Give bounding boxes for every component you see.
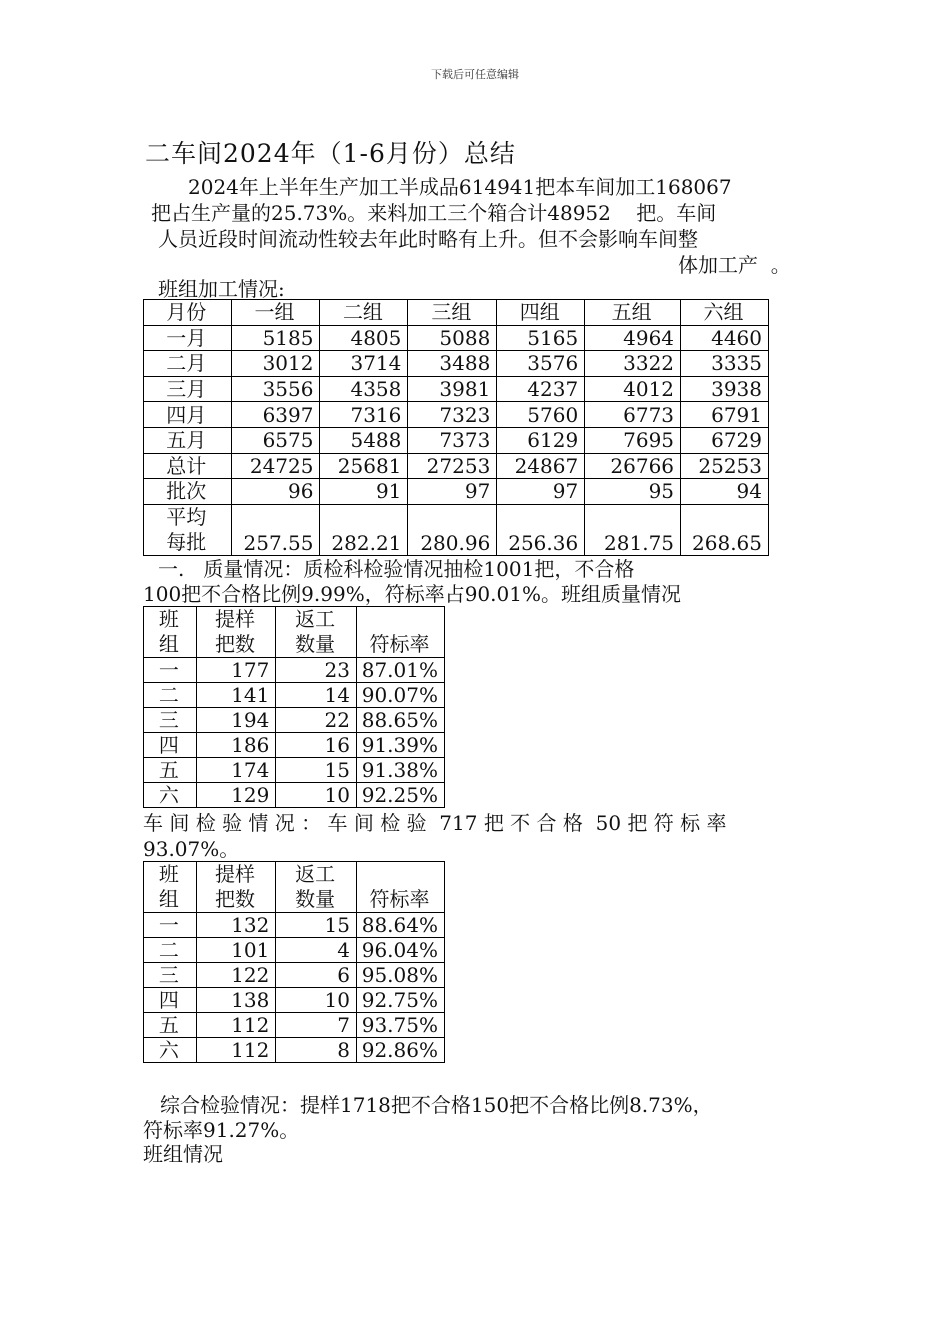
table-cell: 92.86% (356, 1038, 444, 1063)
table-cell: 112 (196, 1038, 276, 1063)
row-label: 二 (144, 683, 197, 708)
table-row (144, 351, 769, 377)
header-cell: 六组 (681, 300, 769, 326)
table-cell: 93.75% (356, 1013, 444, 1038)
table-header-row (144, 862, 445, 913)
header-cell (196, 607, 276, 658)
table-cell: 194 (196, 708, 276, 733)
header-cell: 二组 (320, 300, 408, 326)
workshop-line-2: 93.07%。 (143, 837, 240, 861)
table-cell: 88.64% (356, 913, 444, 938)
table-cell: 132 (196, 913, 276, 938)
table-row (144, 758, 445, 783)
document-title: 二车间2024年（1-6月份）总结 (145, 139, 516, 168)
row-label: 二月 (144, 351, 232, 377)
table-cell: 6791 (681, 402, 769, 428)
table-row (144, 683, 445, 708)
table-row (144, 708, 445, 733)
row-label (144, 504, 232, 555)
header-line: 组 (158, 632, 179, 656)
table-cell: 92.25% (356, 783, 444, 808)
table-cell: 3012 (231, 351, 320, 377)
header-line: 符标率 (369, 887, 430, 911)
header-cell: 月份 (144, 300, 232, 326)
table-cell: 14 (276, 683, 357, 708)
table-cell: 4012 (585, 376, 681, 402)
table-cell: 129 (196, 783, 276, 808)
table-cell: 186 (196, 733, 276, 758)
table-cell: 6773 (585, 402, 681, 428)
table-cell: 281.75 (585, 504, 681, 555)
table-cell: 7373 (408, 427, 497, 453)
table-row (144, 479, 769, 505)
quality-line-2: 100把不合格比例9.99%，符标率占90.01%。班组质量情况 (143, 582, 681, 606)
table-cell: 24725 (231, 453, 320, 479)
header-line: 班 (158, 862, 179, 886)
row-label: 四月 (144, 402, 232, 428)
production-table (143, 299, 769, 556)
row-label: 批次 (144, 479, 232, 505)
table-cell: 122 (196, 963, 276, 988)
table-cell: 92.75% (356, 988, 444, 1013)
table-cell: 3938 (681, 376, 769, 402)
table-cell: 5088 (408, 325, 497, 351)
table-cell: 22 (276, 708, 357, 733)
table-cell: 4460 (681, 325, 769, 351)
table-cell: 25253 (681, 453, 769, 479)
table-cell: 4 (276, 938, 357, 963)
table-cell: 97 (497, 479, 585, 505)
table-row (144, 783, 445, 808)
table-cell: 95.08% (356, 963, 444, 988)
table-cell: 6729 (681, 427, 769, 453)
quality-line-1: 一. 质量情况：质检科检验情况抽检1001把，不合格 (158, 557, 635, 581)
table-cell: 23 (276, 658, 357, 683)
table-row (144, 658, 445, 683)
row-label: 一 (144, 913, 197, 938)
intro-line-4: 体加工产 。 (678, 253, 791, 277)
table-row (144, 325, 769, 351)
table-cell: 4237 (497, 376, 585, 402)
table-cell: 5488 (320, 427, 408, 453)
table-cell: 4964 (585, 325, 681, 351)
table-row (144, 1013, 445, 1038)
table-cell: 15 (276, 758, 357, 783)
header-cell: 四组 (497, 300, 585, 326)
avg-label-line-2: 每批 (166, 529, 207, 554)
table-row (144, 427, 769, 453)
summary-line-2: 符标率91.27%。 (143, 1118, 300, 1142)
table-cell: 27253 (408, 453, 497, 479)
row-label: 三月 (144, 376, 232, 402)
table-cell: 3556 (231, 376, 320, 402)
table-row (144, 913, 445, 938)
table-cell: 282.21 (320, 504, 408, 555)
header-line: 提样 (215, 607, 256, 631)
avg-label-line-1: 平均 (166, 504, 207, 529)
header-cell (356, 607, 444, 658)
table-cell: 268.65 (681, 504, 769, 555)
table-header-row (144, 300, 769, 326)
table-cell: 7323 (408, 402, 497, 428)
table-cell: 91.38% (356, 758, 444, 783)
table-cell: 97 (408, 479, 497, 505)
header-line: 班 (158, 607, 179, 631)
table-cell: 7316 (320, 402, 408, 428)
row-label: 五月 (144, 427, 232, 453)
group-section-label: 班组加工情况: (158, 277, 285, 301)
row-label: 六 (144, 1038, 197, 1063)
row-label: 一 (144, 658, 197, 683)
table-cell: 5165 (497, 325, 585, 351)
table-cell: 5760 (497, 402, 585, 428)
table-cell: 138 (196, 988, 276, 1013)
table-cell: 3714 (320, 351, 408, 377)
table-cell: 280.96 (408, 504, 497, 555)
table-cell: 15 (276, 913, 357, 938)
workshop-line-1: 车 间 检 验 情 况 ： 车 间 检 验 717 把 不 合 格 50 把 符 标 率 (143, 811, 727, 835)
table-cell: 10 (276, 988, 357, 1013)
header-line: 数量 (295, 887, 336, 911)
page-header: 下载后可任意编辑 (431, 68, 519, 81)
table-cell: 6575 (231, 427, 320, 453)
table-cell: 8 (276, 1038, 357, 1063)
table-cell: 25681 (320, 453, 408, 479)
row-label: 四 (144, 733, 197, 758)
header-cell (276, 862, 357, 913)
row-label: 二 (144, 938, 197, 963)
table-cell: 87.01% (356, 658, 444, 683)
table-cell: 96 (231, 479, 320, 505)
header-line: 返工 (295, 607, 336, 631)
row-label: 五 (144, 758, 197, 783)
intro-line-1: 2024年上半年生产加工半成品614941把本车间加工168067 (188, 175, 732, 199)
table-cell: 3576 (497, 351, 585, 377)
header-line: 返工 (295, 862, 336, 886)
table-cell: 24867 (497, 453, 585, 479)
table-cell: 101 (196, 938, 276, 963)
table-cell: 3322 (585, 351, 681, 377)
table-header-row (144, 607, 445, 658)
header-line: 符标率 (369, 632, 430, 656)
table-row (144, 453, 769, 479)
header-cell (144, 607, 197, 658)
table-cell: 91 (320, 479, 408, 505)
table-cell: 7695 (585, 427, 681, 453)
table-row (144, 376, 769, 402)
workshop-table (143, 861, 445, 1063)
table-cell: 91.39% (356, 733, 444, 758)
table-cell: 88.65% (356, 708, 444, 733)
header-line: 把数 (215, 632, 256, 656)
table-row (144, 988, 445, 1013)
table-cell: 5185 (231, 325, 320, 351)
table-cell: 10 (276, 783, 357, 808)
summary-line-1: 综合检验情况：提样1718把不合格150把不合格比例8.73%， (160, 1093, 713, 1117)
header-cell: 三组 (408, 300, 497, 326)
row-label: 四 (144, 988, 197, 1013)
header-cell (196, 862, 276, 913)
table-cell: 26766 (585, 453, 681, 479)
table-row (144, 938, 445, 963)
row-label: 三 (144, 708, 197, 733)
table-cell: 141 (196, 683, 276, 708)
table-cell: 3488 (408, 351, 497, 377)
table-row (144, 402, 769, 428)
table-cell: 174 (196, 758, 276, 783)
table-cell: 257.55 (231, 504, 320, 555)
table-cell: 6129 (497, 427, 585, 453)
table-cell: 4805 (320, 325, 408, 351)
table-row-average (144, 504, 769, 555)
table-cell: 96.04% (356, 938, 444, 963)
header-line: 提样 (215, 862, 256, 886)
intro-line-2: 把占生产量的25.73%。来料加工三个箱合计48952 把。车间 (151, 201, 717, 225)
table-cell: 6397 (231, 402, 320, 428)
row-label: 一月 (144, 325, 232, 351)
header-cell (144, 862, 197, 913)
summary-line-3: 班组情况 (143, 1142, 223, 1166)
table-cell: 6 (276, 963, 357, 988)
row-label: 总计 (144, 453, 232, 479)
header-line: 组 (158, 887, 179, 911)
header-line: 把数 (215, 887, 256, 911)
table-row (144, 733, 445, 758)
row-label: 三 (144, 963, 197, 988)
table-cell: 3981 (408, 376, 497, 402)
header-cell (356, 862, 444, 913)
table-cell: 4358 (320, 376, 408, 402)
table-cell: 94 (681, 479, 769, 505)
table-row (144, 1038, 445, 1063)
row-label: 五 (144, 1013, 197, 1038)
table-cell: 90.07% (356, 683, 444, 708)
table-cell: 7 (276, 1013, 357, 1038)
table-cell: 256.36 (497, 504, 585, 555)
table-cell: 177 (196, 658, 276, 683)
intro-line-3: 人员近段时间流动性较去年此时略有上升。但不会影响车间整 (158, 227, 698, 251)
table-cell: 112 (196, 1013, 276, 1038)
header-line: 数量 (295, 632, 336, 656)
header-cell: 一组 (231, 300, 320, 326)
table-row (144, 963, 445, 988)
qc-table (143, 606, 445, 808)
row-label: 六 (144, 783, 197, 808)
table-cell: 3335 (681, 351, 769, 377)
table-cell: 16 (276, 733, 357, 758)
header-cell (276, 607, 357, 658)
header-cell: 五组 (585, 300, 681, 326)
table-cell: 95 (585, 479, 681, 505)
